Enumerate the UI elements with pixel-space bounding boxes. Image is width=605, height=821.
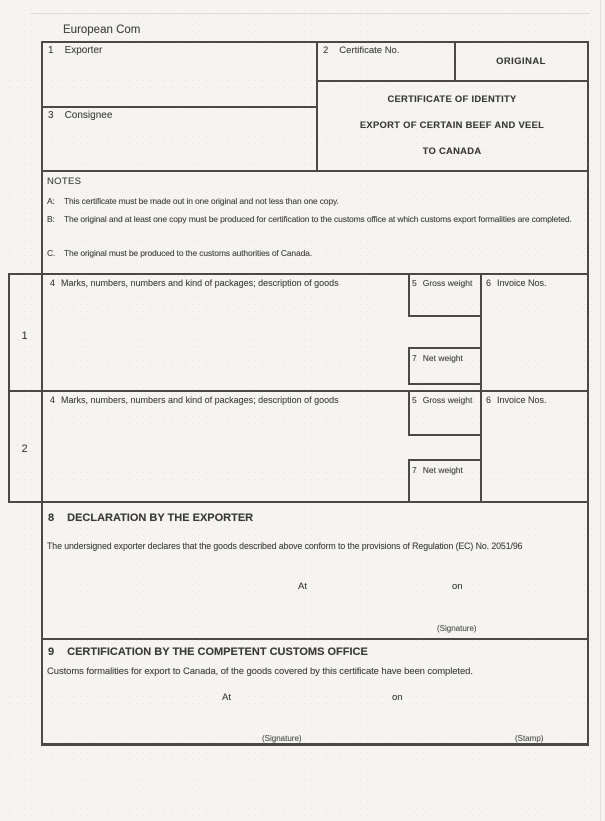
row2-gross-text: Gross weight — [422, 395, 473, 405]
row1-net-box-bottom — [408, 383, 481, 385]
certification-stamp-field[interactable] — [480, 708, 580, 732]
row1-net-weight-field[interactable] — [410, 366, 478, 381]
exporter-field[interactable] — [44, 60, 312, 104]
row1-net-box-top — [408, 347, 481, 349]
row2-gross-box-bottom — [408, 434, 481, 436]
declaration-on-field[interactable] — [470, 579, 580, 593]
row2-net-weight-label — [412, 465, 463, 475]
consignee-label: Consignee — [64, 110, 113, 121]
consignee-field[interactable] — [44, 126, 312, 168]
note-a-key: A: — [47, 196, 55, 206]
row1-net-text: Net weight — [422, 353, 463, 363]
declaration-on-label: on — [452, 581, 463, 592]
row1-gross-number: 5 — [412, 278, 417, 288]
row2-invoice-field[interactable] — [484, 410, 585, 498]
row2-net-text: Net weight — [422, 465, 463, 475]
row1-invoice-text: Invoice Nos. — [497, 278, 547, 288]
declaration-heading-row — [48, 512, 253, 524]
note-c-text: The original must be produced to the customs authorities of Canada. — [64, 248, 312, 258]
certification-number: 9 — [48, 646, 55, 658]
original-copy-label: ORIGINAL — [496, 55, 546, 66]
certification-heading: CERTIFICATION BY THE COMPETENT CUSTOMS OFFICE — [67, 646, 368, 658]
divider-exporter-consignee — [41, 106, 316, 108]
row2-invoice-label — [486, 395, 547, 405]
note-a-text: This certificate must be made out in one original and not less than one copy. — [64, 196, 339, 206]
note-item-a — [47, 193, 596, 209]
certification-signature-label: (Signature) — [262, 734, 302, 743]
note-b-key: B: — [47, 214, 55, 224]
goods-row1-number: 1 — [21, 330, 28, 342]
certification-on-label: on — [392, 692, 403, 703]
row2-gross-number: 5 — [412, 395, 417, 405]
divider-notes-top — [41, 170, 588, 172]
row2-gross-weight-label — [412, 395, 472, 405]
row1-net-weight-label — [412, 353, 463, 363]
certification-heading-row — [48, 646, 368, 658]
row1-marks-field[interactable] — [44, 293, 404, 385]
scan-artifact-top-line — [30, 13, 590, 14]
note-c-key: C. — [47, 248, 56, 258]
declaration-at-label: At — [298, 581, 307, 592]
exporter-box-label — [48, 45, 102, 56]
row1-gross-weight-label — [412, 278, 472, 288]
exporter-number: 1 — [48, 45, 54, 56]
row1-marks-label — [50, 278, 339, 288]
notes-heading: NOTES — [47, 176, 82, 187]
row1-invoice-field[interactable] — [484, 293, 585, 385]
row1-net-number: 7 — [412, 353, 417, 363]
row2-net-weight-field[interactable] — [410, 479, 478, 498]
consignee-number: 3 — [48, 110, 54, 121]
scan-artifact-right-line — [600, 0, 601, 821]
certification-signature-field[interactable] — [230, 708, 380, 732]
declaration-heading: DECLARATION BY THE EXPORTER — [67, 512, 254, 524]
row2-marks-text: Marks, numbers, numbers and kind of packages; description of goods — [61, 395, 339, 405]
divider-goods-bottom — [8, 501, 588, 503]
row2-gross-weight-field[interactable] — [410, 409, 478, 431]
certification-body: Customs formalities for export to Canada, of the goods covered by this certificate have been completed. — [47, 666, 473, 677]
declaration-body: The undersigned exporter declares that the goods described above conform to the provisions of Regulation (EC) No. 2051/96 — [47, 541, 523, 551]
consignee-box-label — [48, 110, 112, 121]
row-number-column-border — [8, 273, 10, 502]
certificate-no-box-label — [323, 45, 399, 56]
form-title-line3: TO CANADA — [422, 145, 482, 156]
row1-gross-weight-field[interactable] — [410, 292, 478, 313]
certificate-no-field[interactable] — [320, 60, 450, 78]
row2-invoice-number: 6 — [486, 395, 492, 405]
row2-invoice-text: Invoice Nos. — [497, 395, 547, 405]
row1-marks-number: 4 — [50, 278, 56, 288]
divider-declaration-certification — [41, 638, 588, 640]
form-title-line2: EXPORT OF CERTAIN BEEF AND VEEL — [359, 119, 545, 130]
divider-row1-row2 — [8, 390, 588, 392]
divider-goods-top — [8, 273, 588, 275]
exporter-label: Exporter — [64, 45, 103, 56]
org-label: European Com — [63, 24, 141, 36]
certification-at-label: At — [222, 692, 231, 703]
note-item-c — [47, 245, 596, 261]
row1-marks-text: Marks, numbers, numbers and kind of packages; description of goods — [61, 278, 339, 288]
certification-stamp-label: (Stamp) — [515, 734, 544, 743]
form-border-bottom — [41, 743, 589, 746]
row2-net-box-top — [408, 459, 481, 461]
row1-invoice-label — [486, 278, 547, 288]
certificate-no-label: Certificate No. — [339, 45, 400, 56]
form-title-line1: CERTIFICATE OF IDENTITY — [387, 93, 517, 104]
certificate-no-number: 2 — [323, 45, 329, 56]
divider-weight-invoice — [480, 273, 482, 502]
row2-marks-field[interactable] — [44, 410, 404, 498]
certification-on-field[interactable] — [410, 690, 540, 704]
declaration-signature-label: (Signature) — [437, 624, 477, 633]
note-item-b — [47, 211, 596, 227]
declaration-number: 8 — [48, 512, 55, 524]
goods-row2-number: 2 — [21, 443, 28, 455]
row2-net-number: 7 — [412, 465, 417, 475]
form-border-top — [41, 41, 589, 43]
divider-under-certificate-no — [316, 80, 588, 82]
declaration-signature-field[interactable] — [420, 598, 580, 622]
row1-gross-box-bottom — [408, 315, 481, 317]
row2-marks-number: 4 — [50, 395, 56, 405]
row2-marks-label — [50, 395, 339, 405]
row1-invoice-number: 6 — [486, 278, 492, 288]
certification-at-field[interactable] — [240, 690, 355, 704]
note-b-text: The original and at least one copy must be produced for certification to the customs office at which customs export formalities are completed. — [64, 214, 572, 224]
declaration-at-field[interactable] — [315, 579, 430, 593]
row1-gross-text: Gross weight — [422, 278, 473, 288]
